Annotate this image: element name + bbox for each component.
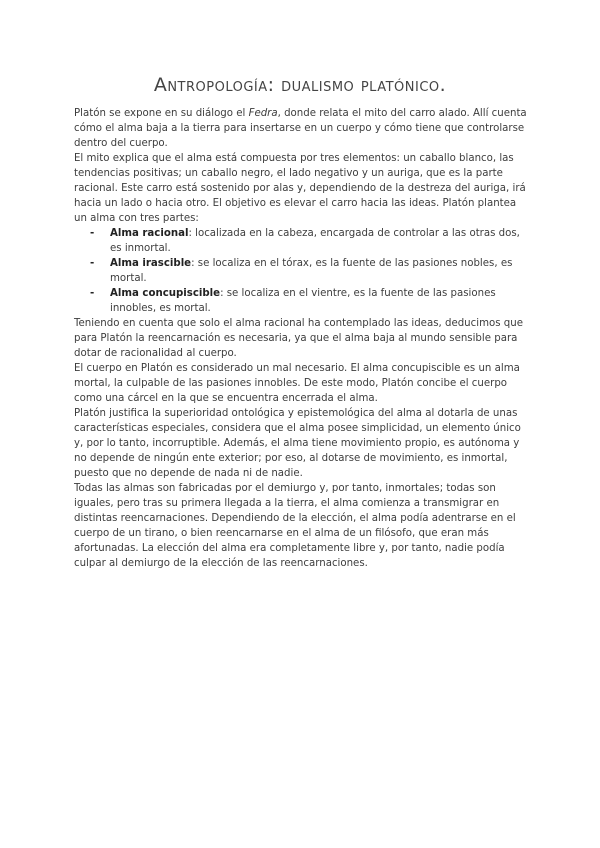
list-item bbox=[90, 226, 532, 256]
part-term: Alma concupiscible bbox=[110, 288, 221, 299]
body-paragraph: El cuerpo en Platón es considerado un mal necesario. El alma concupiscible es un alma mortal, la culpable de las pasiones innobles. De este modo, Platón concibe el cuerpo como una cárcel en la que se encuentra encerrada el alma. bbox=[74, 363, 520, 404]
part-description: : se localiza en el vientre, es la fuente de las pasiones innobles, es mortal. bbox=[110, 288, 496, 314]
part-term: Alma racional bbox=[110, 228, 189, 239]
list-bullet: - bbox=[90, 258, 95, 269]
part-description: : se localiza en el tórax, es la fuente de las pasiones nobles, es mortal. bbox=[110, 258, 513, 284]
page-title: Antropología: dualismo platónico. bbox=[153, 74, 447, 96]
reincarnation-paragraph: Teniendo en cuenta que solo el alma racional ha contemplado las ideas, deducimos que para Platón la reencarnación es necesaria, ya que el alma baja al mundo sensible para dotar de racionalidad al cuerpo. bbox=[74, 318, 523, 359]
document-body bbox=[74, 106, 532, 571]
demiurge-paragraph: Todas las almas son fabricadas por el demiurgo y, por tanto, inmortales; todas son iguales, pero tras su primera llegada a la tierra, el alma comienza a transmigrar en distintas reencarnaciones. Dependiendo de la elección, el alma podía adentrarse en el cuerpo de un tirano, o bien reencarnarse en el alma de un filósofo, que eran más afortunadas. La elección del alma era completamente libre y, por tanto, nadie podía culpar al demiurgo de la elección de las reencarnaciones. bbox=[74, 483, 516, 569]
intro-paragraph bbox=[74, 106, 532, 151]
intro-text-end: , donde relata el mito del carro alado. Allí cuenta cómo el alma baja a la tierra para insertarse en un cuerpo y cómo tiene que controlarse dentro del cuerpo. bbox=[74, 108, 527, 149]
myth-paragraph: El mito explica que el alma está compuesta por tres elementos: un caballo blanco, las tendencias positivas; un caballo negro, el lado negativo y un auriga, que es la parte racional. Este carro está sostenido por alas y, dependiendo de la destreza del auriga, irá hacia un lado o hacia otro. El objetivo es elevar el carro hacia las ideas. Platón plantea un alma con tres partes: bbox=[74, 153, 526, 224]
list-item bbox=[90, 256, 532, 286]
list-bullet: - bbox=[90, 288, 95, 299]
intro-work-title: Fedra bbox=[248, 108, 278, 119]
part-description: : localizada en la cabeza, encargada de controlar a las otras dos, es inmortal. bbox=[110, 228, 520, 254]
list-item bbox=[90, 286, 532, 316]
part-term: Alma irascible bbox=[110, 258, 192, 269]
intro-text-start: Platón se expone en su diálogo el bbox=[74, 108, 249, 119]
soul-parts-list bbox=[74, 226, 532, 316]
superiority-paragraph: Platón justifica la superioridad ontológica y epistemológica del alma al dotarla de unas características especiales, considera que el alma posee simplicidad, un elemento único y, por lo tanto, incorruptible. Además, el alma tiene movimiento propio, es autónoma y no depende de ningún ente exterior; por eso, al dotarse de movimiento, es inmortal, puesto que no depende de nada ni de nadie. bbox=[74, 408, 521, 479]
list-bullet: - bbox=[90, 228, 95, 239]
